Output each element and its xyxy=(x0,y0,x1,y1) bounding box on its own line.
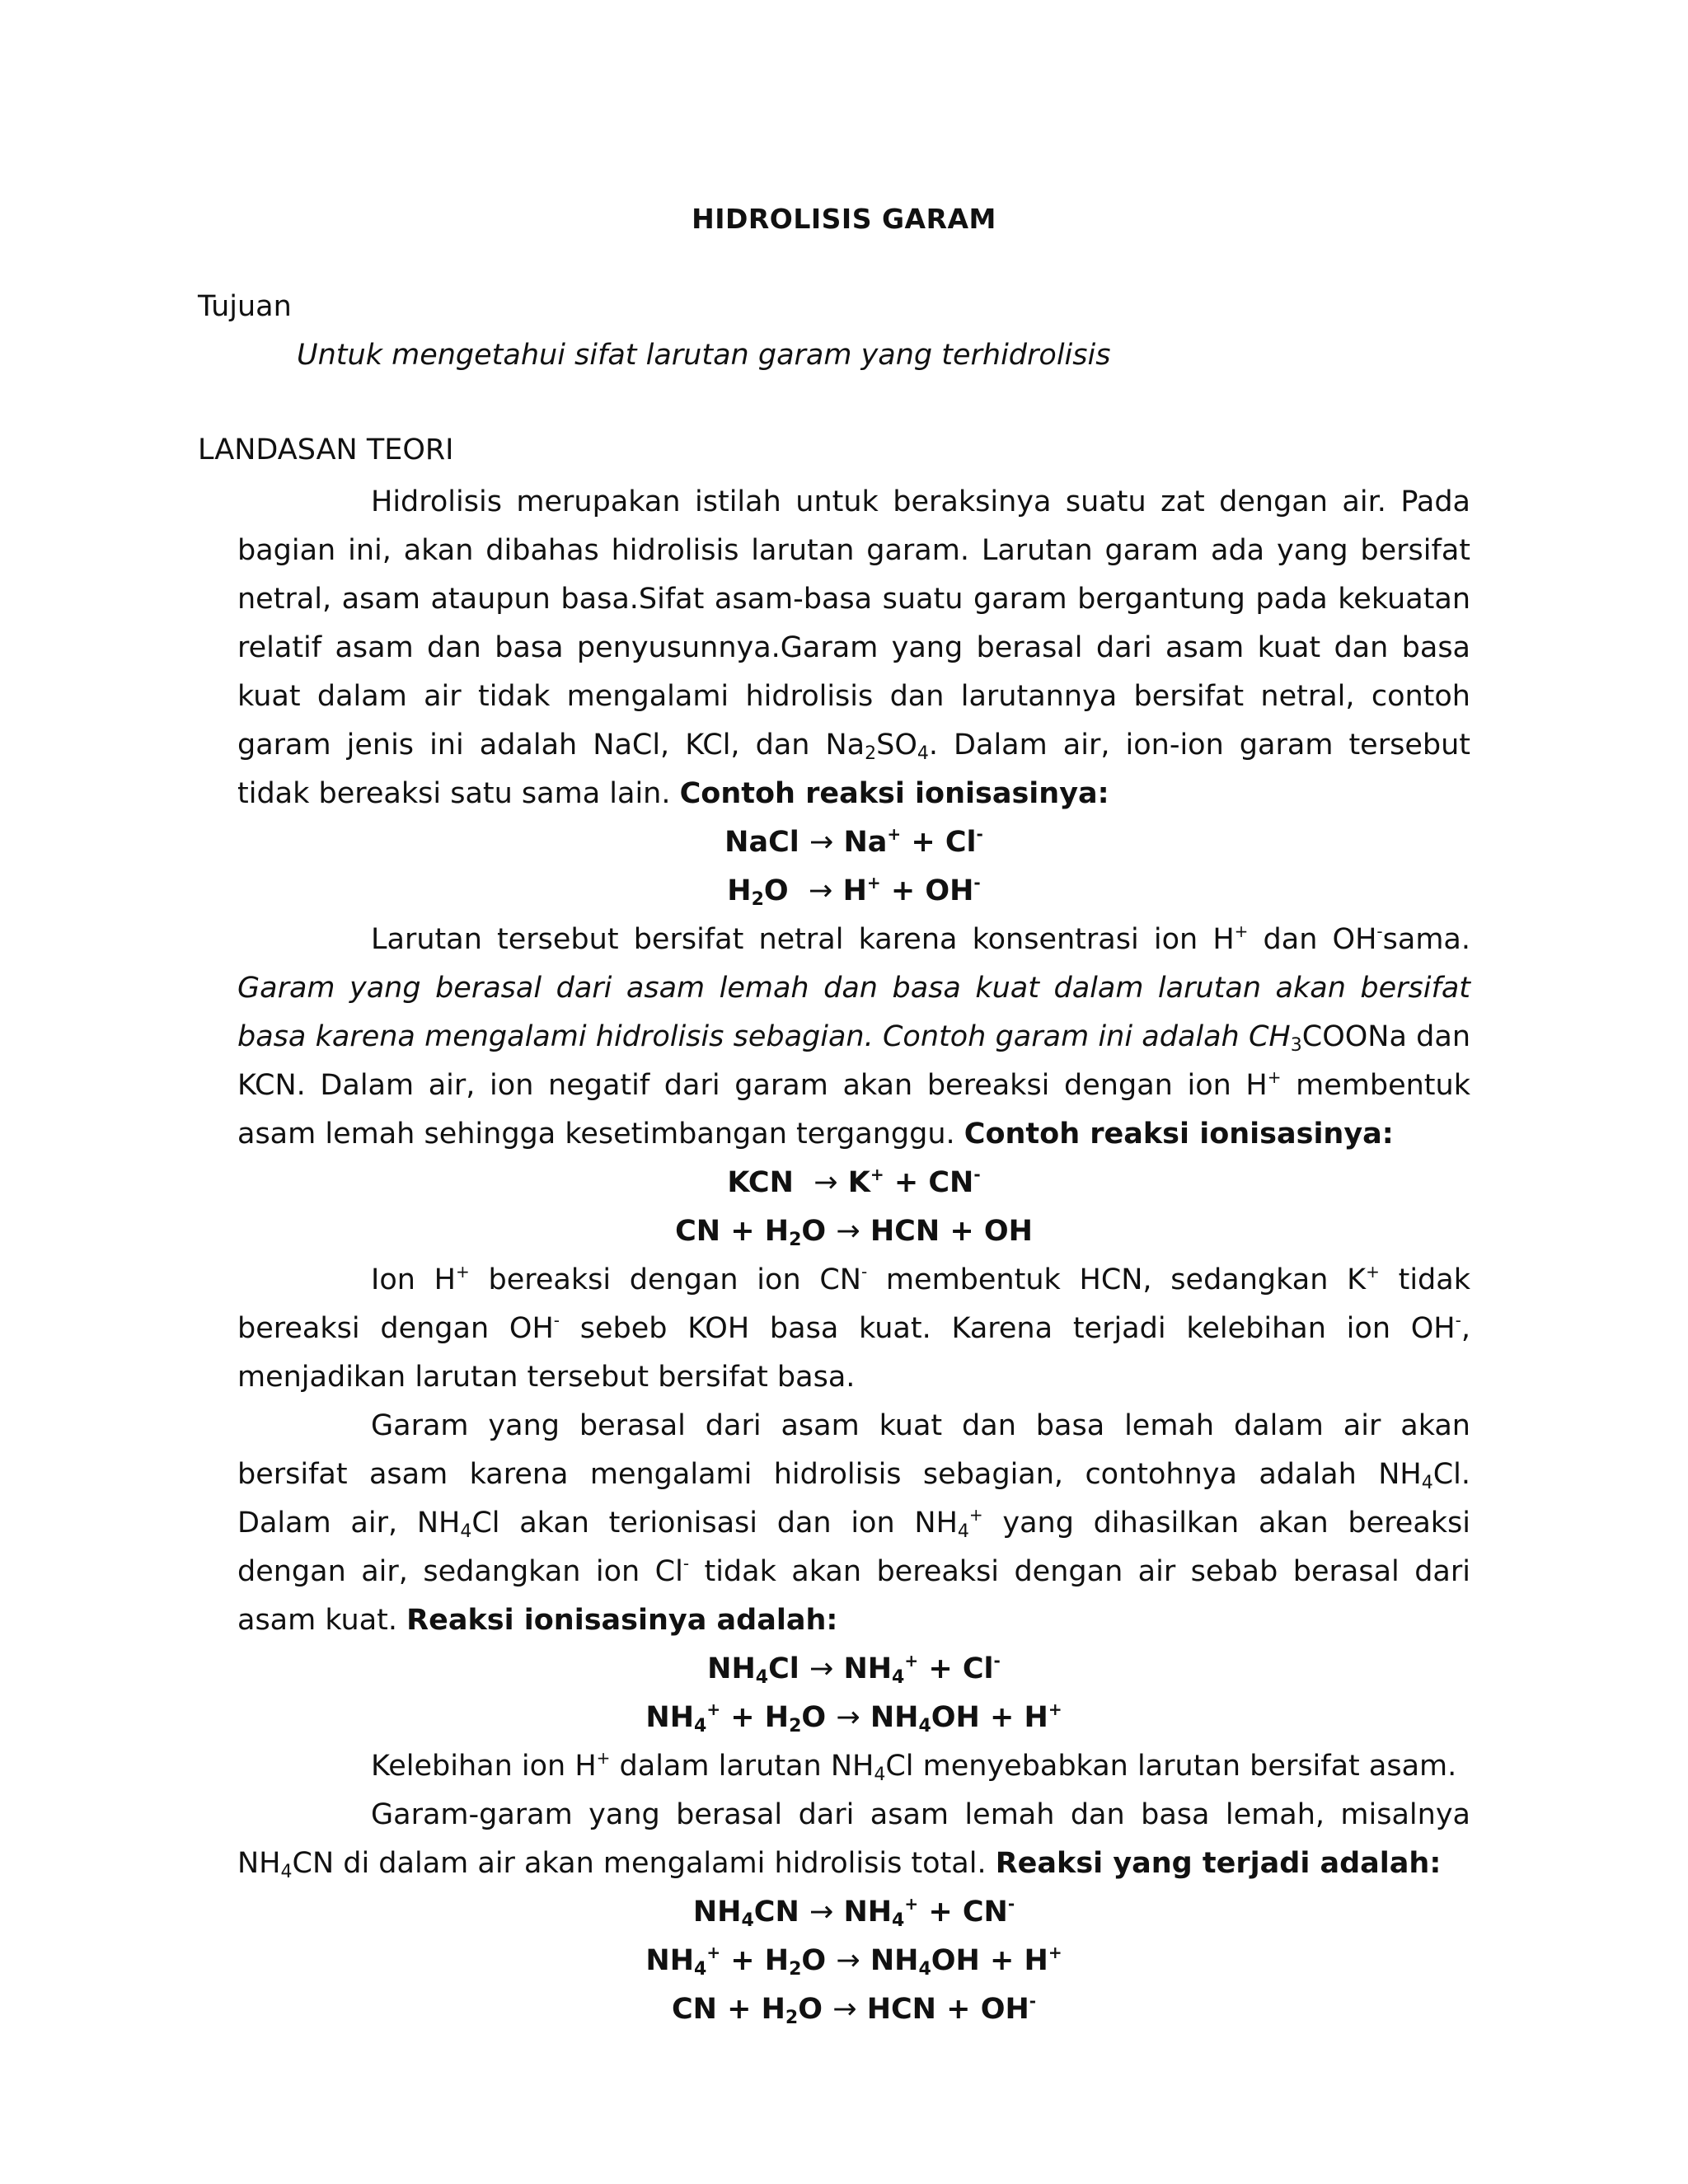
bold-lead: Reaksi ionisasinya adalah: xyxy=(406,1604,838,1637)
paragraph-4: Garam yang berasal dari asam kuat dan basa lemah dalam air akan bersifat asam karena mengalami hidrolisis sebagian, contohnya adalah $NH_4Cl$. Dalam air, $NH_4Cl$ akan terionisasi dan ion $NH_4^+$ yang dihasilkan akan bereaksi dengan air, sedangkan ion Cl- tidak akan bereaksi dengan air sebab berasal dari asam kuat. Reaksi ionisasinya adalah: xyxy=(237,1409,1470,1637)
paragraph-5: Kelebihan ion H+ dalam larutan $NH_4Cl$ menyebabkan larutan bersifat asam. xyxy=(371,1748,1457,1785)
equation-cn-hydrolysis-2: CN + $H_2O$ → HCN + OH- xyxy=(671,1991,1037,2028)
tujuan-text: Untuk mengetahui sifat larutan garam yang terhidrolisis xyxy=(297,339,1111,372)
theory-body xyxy=(237,478,1470,2034)
landasan-heading: LANDASAN TEORI xyxy=(198,434,454,466)
bold-lead: Contoh reaksi ionisasinya: xyxy=(679,777,1109,810)
equation-nh4-hydrolysis: $NH_4^+ + H_2O \to NH_4OH + H^+$ xyxy=(645,1699,1062,1736)
bold-lead: Reaksi yang terjadi adalah: xyxy=(995,1847,1442,1880)
equation-nh4-hydrolysis-2: $NH_4^+ + H_2O \to NH_4OH + H^+$ xyxy=(645,1943,1062,1980)
paragraph-1: Hidrolisis merupakan istilah untuk beraksinya suatu zat dengan air. Pada bagian ini, akan dibahas hidrolisis larutan garam. Larutan garam ada yang bersifat netral, asam ataupun basa.Sifat asam-basa suatu garam bergantung pada kekuatan relatif asam dan basa penyusunnya.Garam yang berasal dari asam kuat dan basa kuat dalam air tidak mengalami hidrolisis dan larutannya bersifat netral, contoh garam jenis ini adalah NaCl, KCl, dan $Na_2SO_4$. Dalam air, ion-ion garam tersebut tidak bereaksi satu sama lain. Contoh reaksi ionisasinya: xyxy=(237,485,1470,810)
paragraph-6: Garam-garam yang berasal dari asam lemah dan basa lemah, misalnya $NH_4CN$ di dalam air akan mengalami hidrolisis total. Reaksi yang terjadi adalah: xyxy=(237,1798,1470,1882)
tujuan-heading: Tujuan xyxy=(198,290,292,323)
paragraph-2: Larutan tersebut bersifat netral karena konsentrasi ion H+ dan OH-sama. Garam yang berasal dari asam lemah dan basa kuat dalam larutan akan bersifat basa karena mengalami hidrolisis sebagian. Contoh garam ini adalah $CH_3COONa$ dan KCN. Dalam air, ion negatif dari garam akan bereaksi dengan ion H+ membentuk asam lemah sehingga kesetimbangan terganggu. Contoh reaksi ionisasinya: xyxy=(237,921,1471,1151)
equation-kcn: KCN → K+ + CN- xyxy=(727,1165,981,1199)
document-title: HIDROLISIS GARAM xyxy=(692,203,996,235)
bold-lead: Contoh reaksi ionisasinya: xyxy=(964,1118,1394,1151)
equation-nh4cl: $NH_4Cl \to NH_4^+ + Cl^-$ xyxy=(707,1651,1001,1688)
equation-cn-hydrolysis: CN + $H_2O$ → HCN + OH xyxy=(675,1215,1033,1250)
equation-water: $H_2O \to H^+ + OH^-$ xyxy=(727,873,981,910)
paragraph-3: Ion H+ bereaksi dengan ion CN- membentuk HCN, sedangkan K+ tidak bereaksi dengan OH- sebeb KOH basa kuat. Karena terjadi kelebihan ion OH-, menjadikan larutan tersebut bersifat basa. xyxy=(237,1262,1470,1394)
equation-nh4cn: $NH_4CN \to NH_4^+ + CN^-$ xyxy=(692,1894,1015,1931)
equation-nacl: NaCl → Na+ + Cl- xyxy=(724,824,983,859)
